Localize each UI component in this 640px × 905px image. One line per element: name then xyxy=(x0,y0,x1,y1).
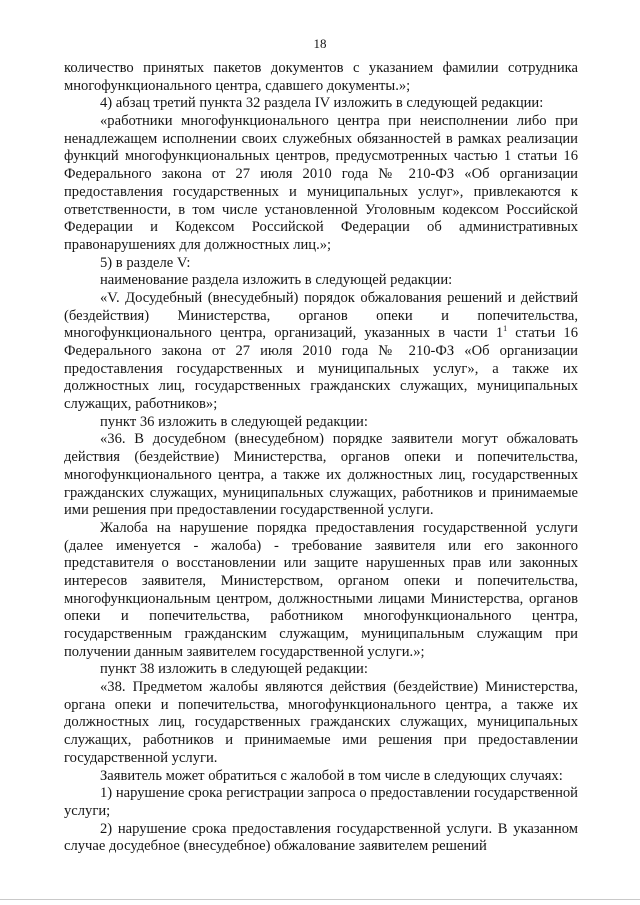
paragraph: 4) абзац третий пункта 32 раздела IV изложить в следующей редакции: xyxy=(100,95,544,112)
paragraph: пункт 36 изложить в следующей редакции: xyxy=(100,413,368,430)
paragraph: пункт 38 изложить в следующей редакции: xyxy=(100,661,368,678)
paragraph-section-title xyxy=(64,290,578,414)
paragraph-text-before-superscript: «V. Досудебный (внесудебный) порядок обжалования решений и действий (бездействия) Министерства, органов опеки и попечительства, многофункционального центра, организаций, указанных в части 1 xyxy=(64,289,578,342)
paragraph: 2) нарушение срока предоставления государственной услуги. В указанном случае досудебное (внесудебное) обжалование заявителем решений xyxy=(64,820,578,855)
paragraph: Жалоба на нарушение порядка предоставления государственной услуги (далее именуется - жалоба) - требование заявителя или его законного представителя о восстановлении или защите нарушенных прав или законных интересов заявителя, Министерством, органом опеки и попечительства, многофункциональным центром, должностными лицами Министерства, органов опеки и попечительства, работником многофункционального центра, государственным гражданским служащим, муниципальным служащим при получении данным заявителем государственной услуги.»; xyxy=(64,519,578,660)
superscript: 1 xyxy=(503,324,508,334)
paragraph: «36. В досудебном (внесудебном) порядке заявители могут обжаловать действия (бездействие) Министерства, органов опеки и попечительства, многофункционального центра, а также их должностных лиц, государственных гражданских служащих, муниципальных служащих, работников и принимаемые ими решения при предоставлении государственной услуги. xyxy=(64,431,578,519)
paragraph: «38. Предметом жалобы являются действия (бездействие) Министерства, органа опеки и попечительства, многофункционального центра, а также их должностных лиц, государственных гражданских служащих, муниципальных служащих, работников и принимаемые ими решения при предоставлении государственной услуги. xyxy=(64,679,578,766)
paragraph: наименование раздела изложить в следующей редакции: xyxy=(100,272,453,289)
paragraph: Заявитель может обратиться с жалобой в том числе в следующих случаях: xyxy=(100,767,563,784)
paragraph: 1) нарушение срока регистрации запроса о предоставлении государственной услуги; xyxy=(64,785,578,819)
paragraph: 5) в разделе V: xyxy=(100,254,191,271)
document-text xyxy=(64,60,578,856)
paragraph: «работники многофункционального центра при неисполнении либо при ненадлежащем исполнении своих служебных обязанностей в рамках реализации функций многофункциональных центров, предусмотренных частью 1 статьи 16 Федерального закона от 27 июля 2010 года № 210-ФЗ «Об организации предоставления государственных и муниципальных услуг», привлекаются к ответственности, в том числе установленной Уголовным кодексом Российской Федерации и Кодексом Российской Федерации об административных правонарушениях для должностных лиц.»; xyxy=(64,113,578,253)
page-number: 18 xyxy=(313,36,327,51)
paragraph: количество принятых пакетов документов с указанием фамилии сотрудника многофункционального центра, сдавшего документы.»; xyxy=(64,60,578,94)
paragraph-text-after-superscript: статьи 16 Федерального закона от 27 июля 2010 года № 210-ФЗ «Об организации предоставления государственных и муниципальных услуг», а также их должностных лиц, государственных гражданских служащих, муниципальных служащих, работников»; xyxy=(64,325,578,413)
page-bottom-edge xyxy=(0,899,640,900)
